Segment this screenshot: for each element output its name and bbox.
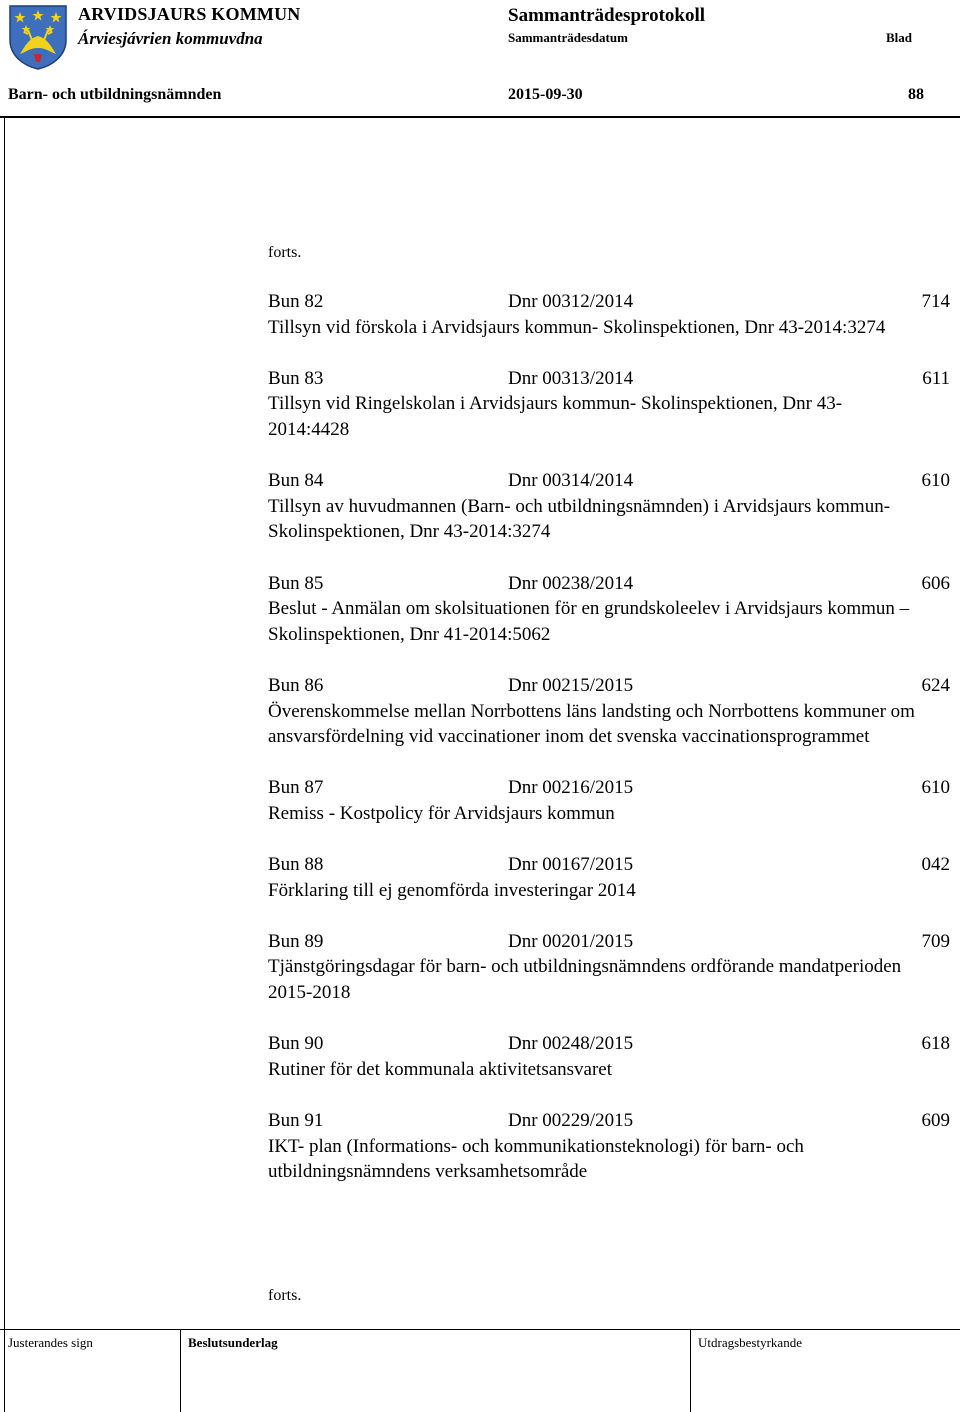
paragraph-number: Bun 85 xyxy=(268,572,324,594)
agenda-item xyxy=(268,366,952,443)
archive-code: 610 xyxy=(921,777,950,799)
diary-number: Dnr 00314/2014 xyxy=(508,470,634,492)
item-title: Tillsyn vid Ringelskolan i Arvidsjaurs kommun- Skolinspektionen, Dnr 43-2014:4428 xyxy=(268,393,843,440)
certified-extract-label: Utdragsbestyrkande xyxy=(698,1335,802,1350)
diary-number: Dnr 00215/2015 xyxy=(508,674,634,696)
diary-number: Dnr 00313/2014 xyxy=(508,367,634,389)
meeting-date-label: Sammanträdesdatum xyxy=(508,30,628,45)
diary-number: Dnr 00201/2015 xyxy=(508,930,634,952)
item-title: Rutiner för det kommunala aktivitetsansvaret xyxy=(268,1058,613,1080)
paragraph-number: Bun 88 xyxy=(268,854,324,876)
adjuster-signature-label: Justerandes sign xyxy=(8,1335,93,1350)
paragraph-number: Bun 83 xyxy=(268,367,324,389)
diary-number: Dnr 00229/2015 xyxy=(508,1110,634,1131)
diary-number: Dnr 00216/2015 xyxy=(508,777,634,799)
item-title: IKT- plan (Informations- och kommunikationsteknologi) för barn- och utbildningsnämndens verksamhetsområde xyxy=(268,1135,804,1183)
diary-number: Dnr 00312/2014 xyxy=(508,291,634,312)
agenda-item xyxy=(268,571,952,648)
diary-number: Dnr 00238/2014 xyxy=(508,572,634,594)
agenda-item-list xyxy=(268,289,952,1185)
page-label: Blad xyxy=(886,30,913,45)
paragraph-number: Bun 84 xyxy=(268,470,324,492)
agenda-item xyxy=(268,673,952,750)
agenda-item xyxy=(268,929,952,1006)
footer-divider xyxy=(0,1329,960,1330)
page-number: 88 xyxy=(908,86,924,103)
agenda-item xyxy=(268,289,952,340)
item-title: Tjänstgöringsdagar för barn- och utbildningsnämndens ordförande mandatperioden 2015-2018 xyxy=(268,956,902,1004)
archive-code: 624 xyxy=(921,674,950,696)
archive-code: 611 xyxy=(922,367,950,389)
header-divider xyxy=(0,116,960,118)
archive-code: 709 xyxy=(921,930,950,952)
document-title: Sammanträdesprotokoll xyxy=(508,5,706,26)
paragraph-number: Bun 86 xyxy=(268,674,324,696)
continued-note: forts. xyxy=(268,1287,302,1304)
archive-code: 609 xyxy=(921,1110,950,1131)
footer-column-divider xyxy=(690,1329,691,1412)
archive-code: 606 xyxy=(921,572,950,594)
footer-column-divider xyxy=(180,1329,181,1412)
archive-code: 714 xyxy=(921,291,950,312)
agenda-item xyxy=(268,1031,952,1082)
committee-name: Barn- och utbildningsnämnden xyxy=(8,86,222,103)
item-title: Tillsyn vid förskola i Arvidsjaurs kommun- Skolinspektionen, Dnr 43-2014:3274 xyxy=(268,316,886,338)
paragraph-number: Bun 91 xyxy=(268,1110,324,1131)
archive-code: 042 xyxy=(921,854,950,876)
item-title: Överenskommelse mellan Norrbottens läns landsting och Norrbottens kommuner om ansvarsfördelning vid vaccinationer inom det svenska vaccinationsprogrammet xyxy=(268,700,915,748)
item-title: Beslut - Anmälan om skolsituationen för en grundskoleelev i Arvidsjaurs kommun – Skolinspektionen, Dnr 41-2014:5062 xyxy=(268,598,910,645)
agenda-item xyxy=(268,852,952,903)
paragraph-number: Bun 89 xyxy=(268,930,324,952)
left-margin-line xyxy=(4,116,5,1412)
paragraph-number: Bun 82 xyxy=(268,291,324,312)
item-title: Remiss - Kostpolicy för Arvidsjaurs kommun xyxy=(268,802,615,824)
municipal-crest-logo xyxy=(8,4,68,70)
municipality-name: ARVIDSJAURS KOMMUN xyxy=(78,4,301,24)
agenda-item xyxy=(268,775,952,826)
agenda-item xyxy=(268,1108,952,1185)
diary-number: Dnr 00248/2015 xyxy=(508,1033,634,1055)
archive-code: 618 xyxy=(921,1033,950,1055)
paragraph-number: Bun 90 xyxy=(268,1033,324,1055)
item-title: Förklaring till ej genomförda investeringar 2014 xyxy=(268,879,636,901)
decision-basis-label: Beslutsunderlag xyxy=(188,1335,278,1350)
municipality-name-sami: Árviesjávrien kommuvdna xyxy=(78,29,263,48)
agenda-item xyxy=(268,468,952,545)
archive-code: 610 xyxy=(921,470,950,492)
diary-number: Dnr 00167/2015 xyxy=(508,854,634,876)
paragraph-number: Bun 87 xyxy=(268,777,324,799)
continued-note: forts. xyxy=(268,244,302,261)
item-title: Tillsyn av huvudmannen (Barn- och utbildningsnämnden) i Arvidsjaurs kommun- Skolinspektionen, Dnr 43-2014:3274 xyxy=(268,495,891,543)
meeting-date: 2015-09-30 xyxy=(508,86,583,103)
